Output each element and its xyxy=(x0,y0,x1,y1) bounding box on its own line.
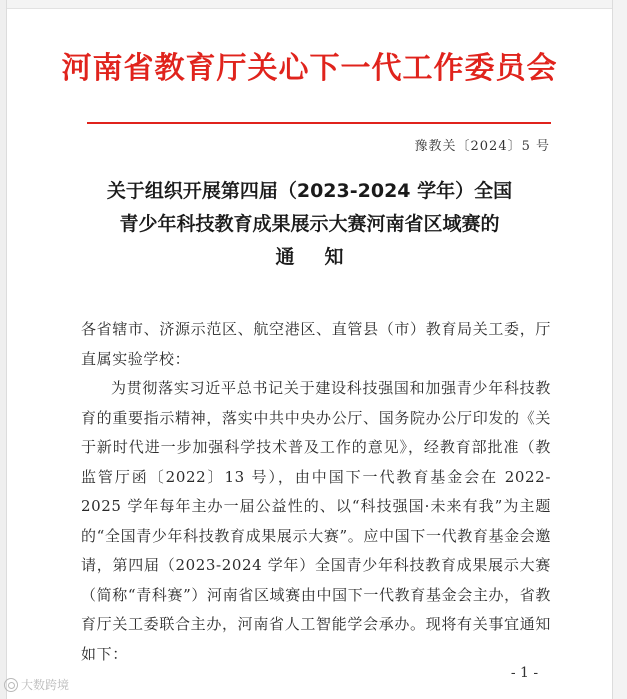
viewer-top-bar xyxy=(0,0,627,9)
watermark-text: 大数跨境 xyxy=(21,678,70,692)
watermark-logo-icon xyxy=(4,678,18,692)
addressee: 各省辖市、济源示范区、航空港区、直管县（市）教育局关工委，厅直属实验学校： xyxy=(81,320,551,368)
masthead-title: 河南省教育厅关心下一代工作委员会 xyxy=(61,51,558,86)
watermark xyxy=(4,676,69,693)
document-page xyxy=(7,9,612,699)
title-line-1: 关于组织开展第四届（2023-2024 学年）全国 xyxy=(106,180,513,202)
viewer-left-edge xyxy=(0,0,7,699)
document-number: 豫教关〔2024〕5 号 xyxy=(414,139,550,154)
title-notice-word: 通知 xyxy=(275,246,374,268)
notice-title xyxy=(47,175,572,274)
title-line-3 xyxy=(47,241,572,274)
title-line-2: 青少年科技教育成果展示大赛河南省区域赛的 xyxy=(119,213,500,235)
page-number xyxy=(7,665,612,681)
viewer-scrollbar[interactable] xyxy=(612,0,627,699)
masthead-red-rule xyxy=(87,122,551,124)
notice-body xyxy=(81,315,551,669)
page-number-text: - 1 - xyxy=(510,665,539,681)
body-paragraph-1: 为贯彻落实习近平总书记关于建设科技强国和加强青少年科技教育的重要指示精神，落实中共中央办公厅、国务院办公厅印发的《关于新时代进一步加强科学技术普及工作的意见》，经教育部批准（教监管厅函〔2022〕13 号），由中国下一代教育基金会在 2022-2025 学年每年主办一届公益性的、以“科技强国·未来有我”为主题的“全国青少年科技教育成果展示大赛”。应中国下一代教育基金会邀请，第四届（2023-2024 学年）全国青少年科技教育成果展示大赛（简称“青科赛”）河南省区域赛由中国下一代教育基金会主办，省教育厅关工委联合主办，河南省人工智能学会承办。现将有关事宜通知如下： xyxy=(81,379,551,663)
